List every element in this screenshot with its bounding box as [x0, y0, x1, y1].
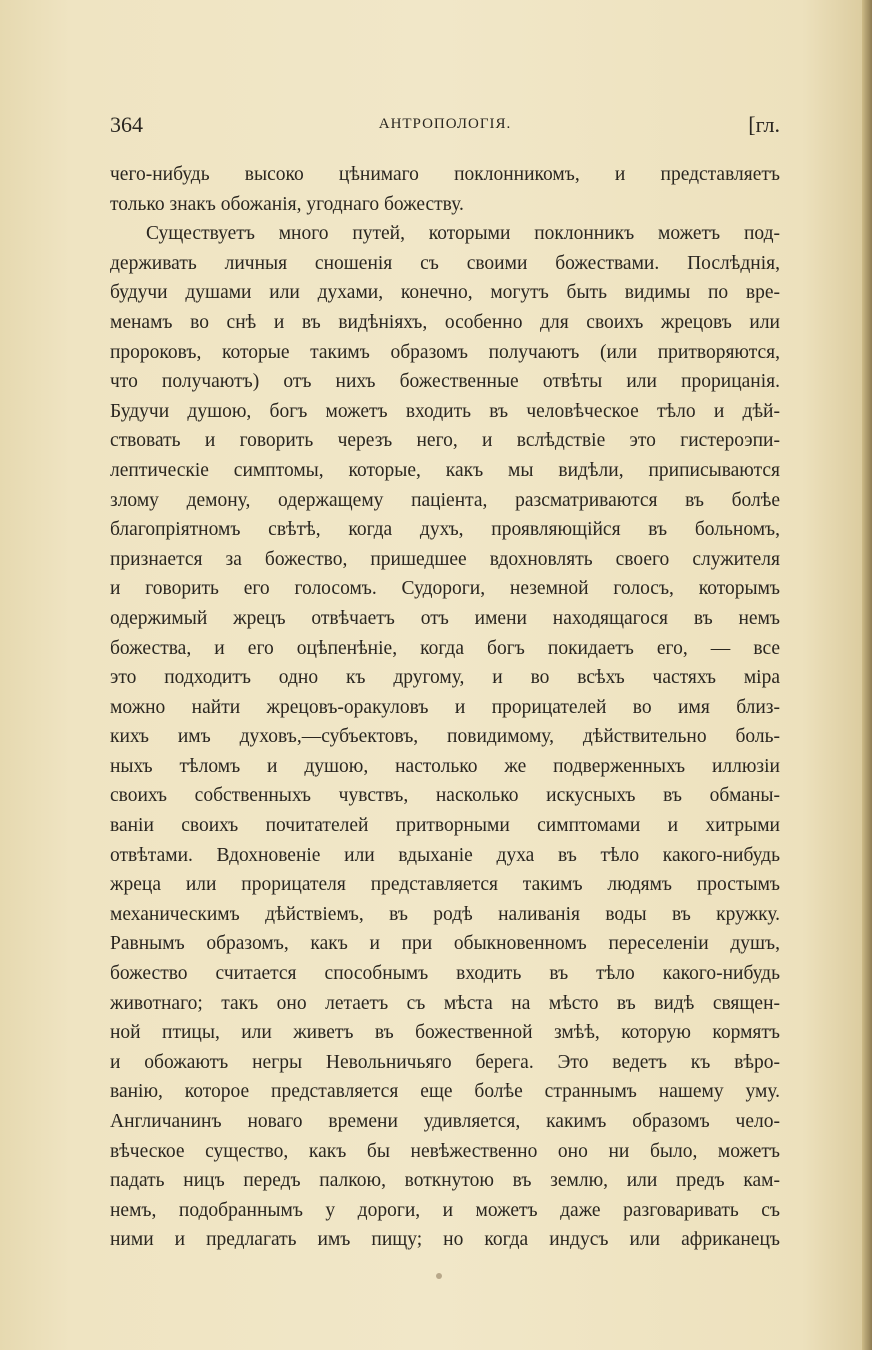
text-line: благопріятномъ свѣтѣ, когда духъ, проявляющійся въ больномъ,: [110, 519, 780, 541]
page-edge-shadow: [862, 0, 872, 1350]
text-line: Равнымъ образомъ, какъ и при обыкновенномъ переселеніи душъ,: [110, 933, 780, 955]
text-line: ной птицы, или живетъ въ божественной змѣѣ, которую кормятъ: [110, 1022, 780, 1044]
running-title: АНТРОПОЛОГІЯ.: [378, 116, 512, 132]
text-line: ванію, которое представляется еще болѣе страннымъ нашему уму.: [110, 1081, 780, 1103]
page-speck: [436, 1273, 442, 1279]
text-line: Существуетъ много путей, которыми поклонникъ можетъ под-: [146, 223, 780, 245]
chapter-mark: [гл.: [748, 112, 780, 137]
text-line: злому демону, одержащему паціента, разсматриваются въ болѣе: [110, 489, 780, 511]
text-line: можно найти жрецовъ-оракуловъ и прорицателей во имя близ-: [110, 696, 780, 718]
text-line: механическимъ дѣйствіемъ, въ родѣ наливанія воды въ кружку.: [110, 903, 780, 925]
page-header: [110, 112, 780, 140]
text-line: что получаютъ) отъ нихъ божественные отвѣты или прорицанія.: [110, 371, 780, 393]
text-line: держивать личныя сношенія съ своими божествами. Послѣднія,: [110, 252, 780, 274]
text-line: отвѣтами. Вдохновеніе или вдыханіе духа въ тѣло какого-нибудь: [110, 844, 780, 866]
text-line: животнаго; такъ оно летаетъ съ мѣста на мѣсто въ видѣ священ-: [110, 992, 780, 1014]
text-line: ними и предлагать имъ пищу; но когда индусъ или африканецъ: [110, 1229, 780, 1251]
text-line: ныхъ тѣломъ и душою, настолько же подверженныхъ иллюзіи: [110, 755, 780, 777]
text-line: ваніи своихъ почитателей притворными симптомами и хитрыми: [110, 815, 780, 837]
text-line: своихъ собственныхъ чувствъ, насколько искусныхъ въ обманы-: [110, 785, 780, 807]
text-line: будучи душами или духами, конечно, могутъ быть видимы по вре-: [110, 282, 780, 304]
text-line: падать ницъ передъ палкою, воткнутою въ землю, или предъ кам-: [110, 1170, 780, 1192]
text-line: чего-нибудь высоко цѣнимаго поклонникомъ, и представляетъ: [110, 164, 780, 185]
page-number: 364: [110, 112, 143, 137]
text-line: Англичанинъ новаго времени удивляется, какимъ образомъ чело-: [110, 1111, 780, 1132]
text-line: признается за божество, пришедшее вдохновлять своего служителя: [110, 548, 780, 570]
text-line: и обожаютъ негры Невольничьяго берега. Это ведетъ къ вѣро-: [110, 1051, 780, 1073]
text-line: ствовать и говорить черезъ него, и вслѣдствіе это гистероэпи-: [110, 430, 780, 452]
text-line: божества, и его оцѣпенѣніе, когда богъ покидаетъ его, — все: [110, 637, 780, 659]
text-line: это подходитъ одно къ другому, и во всѣхъ частяхъ міра: [110, 667, 780, 689]
text-line: Будучи душою, богъ можетъ входить въ человѣческое тѣло и дѣй-: [110, 400, 780, 422]
text-line: одержимый жрецъ отвѣчаетъ отъ имени находящагося въ немъ: [110, 607, 780, 629]
text-line: кихъ имъ духовъ,—субъектовъ, повидимому, дѣйствительно боль-: [110, 726, 780, 748]
body-text: [110, 160, 780, 1255]
text-line: лептическіе симптомы, которые, какъ мы видѣли, приписываются: [110, 459, 780, 481]
text-line: только знакъ обожанія, угоднаго божеству.: [110, 193, 464, 215]
text-line: и говорить его голосомъ. Судороги, неземной голосъ, которымъ: [110, 578, 780, 600]
text-line: пророковъ, которые такимъ образомъ получаютъ (или притворяются,: [110, 341, 780, 363]
text-line: немъ, подобраннымъ у дороги, и можетъ даже разговаривать съ: [110, 1199, 780, 1221]
text-line: божество считается способнымъ входить въ тѣло какого-нибудь: [110, 963, 780, 985]
text-line: менамъ во снѣ и въ видѣніяхъ, особенно для своихъ жрецовъ или: [110, 311, 780, 333]
text-line: вѣческое существо, какъ бы невѣжественно оно ни было, можетъ: [110, 1140, 780, 1162]
text-line: жреца или прорицателя представляется такимъ людямъ простымъ: [110, 874, 780, 896]
